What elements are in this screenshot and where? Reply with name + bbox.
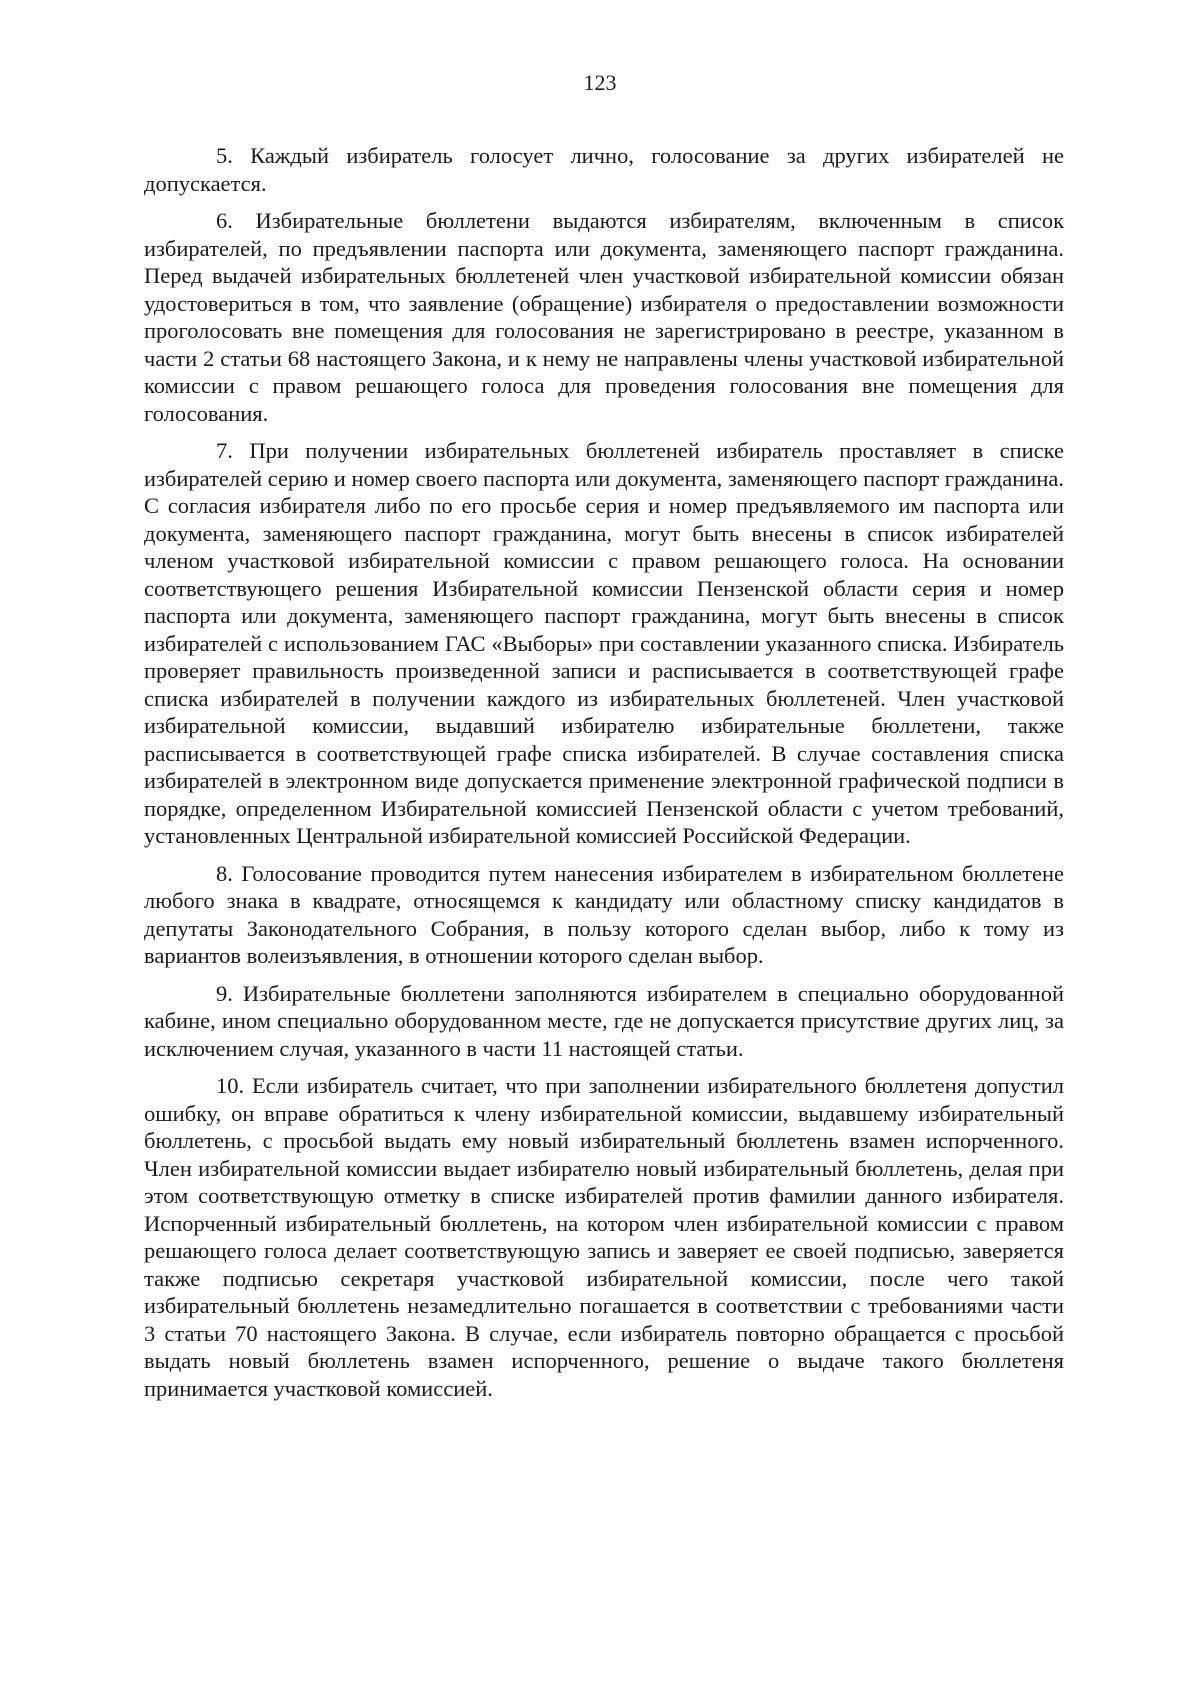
paragraph-5: 5. Каждый избиратель голосует лично, голосование за других избирателей не допускается. [144, 143, 1064, 196]
document-body [144, 142, 1064, 1412]
paragraph-6: 6. Избирательные бюллетени выдаются избирателям, включенным в список избирателей, по предъявлении паспорта или документа, заменяющего паспорт гражданина. Перед выдачей избирательных бюллетеней член участковой избирательной комиссии обязан удостовериться в том, что заявление (обращение) избирателя о предоставлении возможности проголосовать вне помещения для голосования не зарегистрировано в реестре, указанном в части 2 статьи 68 настоящего Закона, и к нему не направлены члены участковой избирательной комиссии с правом решающего голоса для проведения голосования вне помещения для голосования. [144, 208, 1064, 426]
paragraph-9: 9. Избирательные бюллетени заполняются избирателем в специально оборудованной кабине, ином специально оборудованном месте, где не допускается присутствие других лиц, за исключением случая, указанного в части 11 настоящей статьи. [144, 980, 1064, 1061]
paragraph-8: 8. Голосование проводится путем нанесения избирателем в избирательном бюллетене любого знака в квадрате, относящемся к кандидату или областному списку кандидатов в депутаты Законодательного Собрания, в пользу которого сделан выбор, либо к тому из вариантов волеизъявления, в отношении которого сделан выбор. [144, 860, 1064, 968]
page-number: 123 [583, 70, 617, 95]
paragraph-10: 10. Если избиратель считает, что при заполнении избирательного бюллетеня допустил ошибку, он вправе обратиться к члену избирательной комиссии, выдавшему избирательный бюллетень, с просьбой выдать ему новый избирательный бюллетень взамен испорченного. Член избирательной комиссии выдает избирателю новый избирательный бюллетень, делая при этом соответствующую отметку в списке избирателей против фамилии данного избирателя. Испорченный избирательный бюллетень, на котором член избирательной комиссии с правом решающего голоса делает соответствующую запись и заверяет ее своей подписью, заверяется также подписью секретаря участковой избирательной комиссии, после чего такой избирательный бюллетень незамедлительно погашается в соответствии с требованиями части 3 статьи 70 настоящего Закона. В случае, если избиратель повторно обращается с просьбой выдать новый бюллетень взамен испорченного, решение о выдаче такого бюллетеня принимается участковой комиссией. [144, 1073, 1064, 1401]
paragraph-7: 7. При получении избирательных бюллетеней избиратель проставляет в списке избирателей серию и номер своего паспорта или документа, заменяющего паспорт гражданина. С согласия избирателя либо по его просьбе серия и номер предъявляемого им паспорта или документа, заменяющего паспорт гражданина, могут быть внесены в список избирателей членом участковой избирательной комиссии с правом решающего голоса. На основании соответствующего решения Избирательной комиссии Пензенской области серия и номер паспорта или документа, заменяющего паспорт гражданина, могут быть внесены в список избирателей с использованием ГАС «Выборы» при составлении указанного списка. Избиратель проверяет правильность произведенной записи и расписывается в соответствующей графе списка избирателей в получении каждого из избирательных бюллетеней. Член участковой избирательной комиссии, выдавший избирателю избирательные бюллетени, также расписывается в соответствующей графе списка избирателей. В случае составления списка избирателей в электронном виде допускается применение электронной графической подписи в порядке, определенном Избирательной комиссией Пензенской области с учетом требований, установленных Центральной избирательной комиссией Российской Федерации. [144, 438, 1064, 848]
